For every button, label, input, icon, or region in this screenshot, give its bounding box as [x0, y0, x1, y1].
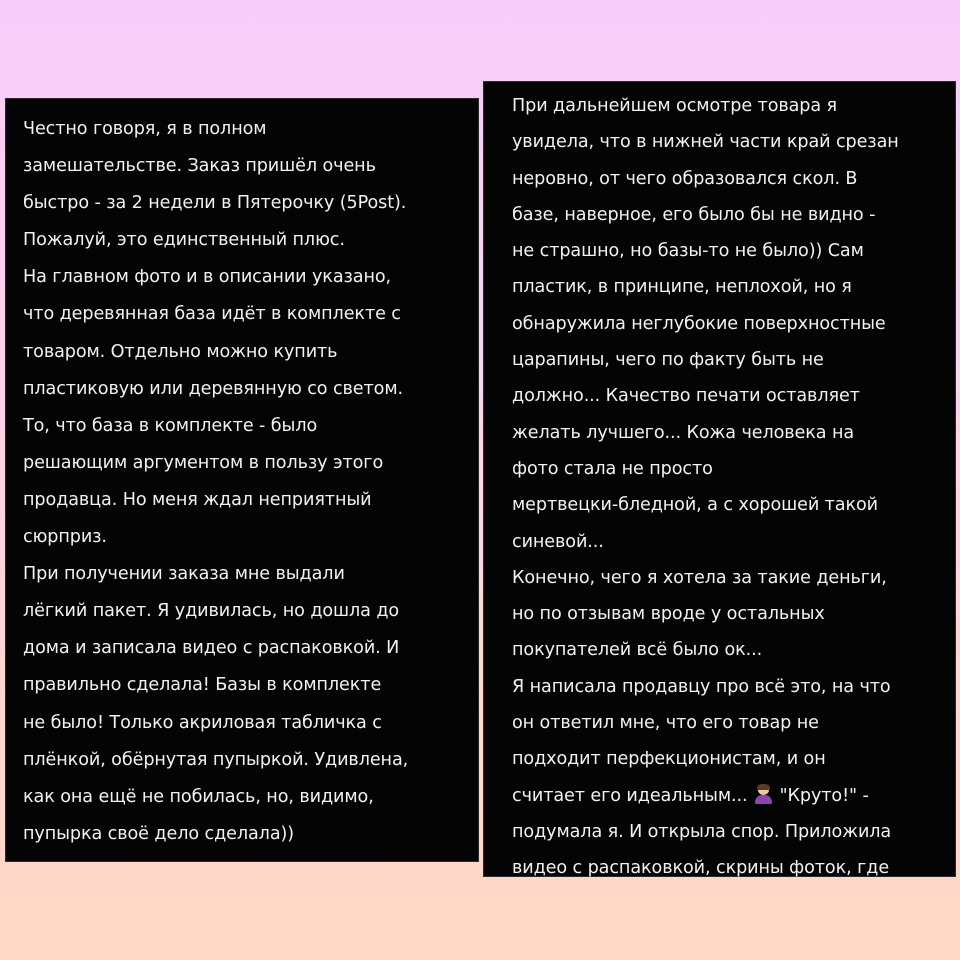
text-line: пупырка своё дело сделала)) — [23, 823, 295, 844]
text-line: мертвецки-бледной, а с хорошей такой — [512, 495, 879, 516]
left-text-card — [5, 98, 479, 862]
text-line: сюрприз. — [23, 527, 107, 548]
text-line: должно... Качество печати оставляет — [512, 386, 860, 407]
left-text-lines — [23, 111, 408, 853]
text-line: плёнкой, обёрнутая пупыркой. Удивлена, — [23, 749, 409, 770]
text-line: Пожалуй, это единственный плюс. — [23, 230, 345, 251]
text-line: синевой... — [512, 531, 604, 552]
text-line-with-emoji — [512, 778, 899, 814]
text-line: базе, наверное, его было бы не видно - — [512, 204, 876, 225]
text-line: Честно говоря, я в полном — [23, 119, 267, 139]
right-text-lines — [512, 88, 899, 887]
person-shrugging-icon — [755, 784, 772, 804]
text-segment: считает его идеальным... — [512, 785, 748, 806]
text-line: быстро - за 2 недели в Пятерочку (5Post). — [23, 193, 407, 214]
text-line: замешательстве. Заказ пришёл очень — [23, 156, 376, 177]
text-line: Я написала продавцу про всё это, на что — [512, 676, 891, 697]
right-text-card — [483, 81, 956, 877]
text-line: обнаружила неглубокие поверхностные — [512, 313, 886, 334]
text-line: Конечно, чего я хотела за такие деньги, — [512, 567, 887, 588]
text-line: пластик, в принципе, неплохой, но я — [512, 277, 852, 298]
text-segment: "Круто!" - — [779, 785, 869, 806]
text-line: но по отзывам вроде у остальных — [512, 604, 825, 625]
text-line: дома и записала видео с распаковкой. И — [23, 638, 400, 659]
text-line: товаром. Отдельно можно купить — [23, 341, 338, 362]
text-line: царапины, чего по факту быть не — [512, 350, 824, 371]
text-line: правильно сделала! Базы в комплекте — [23, 675, 382, 696]
text-line: На главном фото и в описании указано, — [23, 267, 392, 288]
text-line: не было! Только акриловая табличка с — [23, 712, 382, 733]
text-line: он ответил мне, что его товар не — [512, 713, 819, 734]
text-line: подумала я. И открыла спор. Приложила — [512, 821, 892, 842]
text-line: лёгкий пакет. Я удивилась, но дошла до — [23, 601, 400, 622]
text-line: покупателей всё было ок... — [512, 640, 763, 661]
text-line: пластиковую или деревянную со светом. — [23, 378, 403, 399]
text-line: продавца. Но меня ждал неприятный — [23, 489, 372, 510]
text-line: увидела, что в нижней части край срезан — [512, 132, 899, 153]
text-line: неровно, от чего образовался скол. В — [512, 168, 858, 189]
text-line: желать лучшего... Кожа человека на — [512, 422, 855, 443]
text-line: не страшно, но базы-то не было)) Сам — [512, 241, 864, 262]
text-line: То, что база в комплекте - было — [23, 415, 318, 436]
text-line: При дальнейшем осмотре товара я — [512, 96, 838, 116]
text-line: как она ещё не побилась, но, видимо, — [23, 786, 374, 807]
text-line: что деревянная база идёт в комплекте с — [23, 304, 401, 325]
text-line: При получении заказа мне выдали — [23, 564, 345, 585]
text-line: решающим аргументом в пользу этого — [23, 452, 384, 473]
text-line: фото стала не просто — [512, 458, 713, 479]
text-line: видео с распаковкой, скрины фоток, где — [512, 858, 890, 879]
text-line: подходит перфекционистам, и он — [512, 749, 826, 770]
